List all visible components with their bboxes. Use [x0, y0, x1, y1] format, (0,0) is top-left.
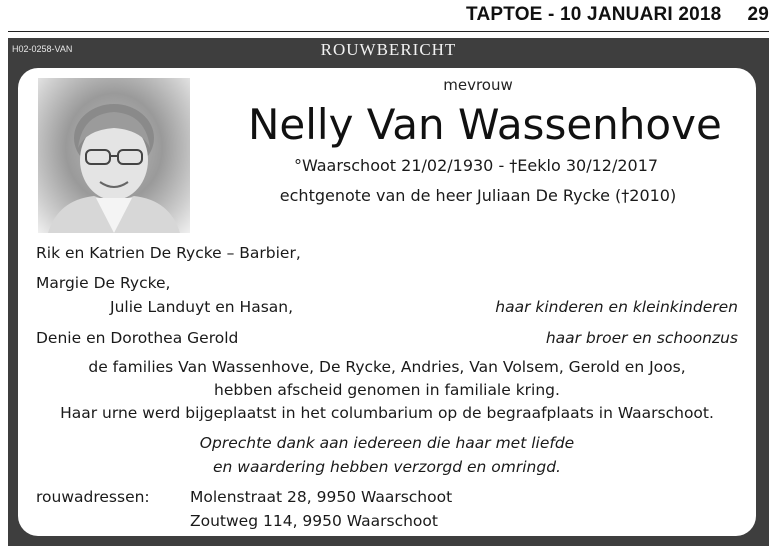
family-line-3: Julie Landuyt en Hasan,: [110, 298, 294, 316]
birth-death-dates: °Waarschoot 21/02/1930 - †Eeklo 30/12/2017: [293, 156, 659, 175]
address-1: Molenstraat 28, 9950 Waarschoot: [190, 488, 453, 506]
address-2: Zoutweg 114, 9950 Waarschoot: [190, 512, 438, 530]
notice-section-title: ROUWBERICHT: [320, 40, 457, 59]
obituary-card: [18, 68, 756, 536]
thanks-line-2: en waardering hebben verzorgd en omringd.: [213, 458, 561, 476]
family-role-children: haar kinderen en kleinkinderen: [495, 298, 738, 316]
family-role-siblings: haar broer en schoonzus: [545, 329, 738, 347]
newspaper-header: [466, 4, 769, 26]
family-line-4: Denie en Dorothea Gerold: [36, 329, 239, 347]
urn-line: Haar urne werd bijgeplaatst in het columbarium op de begraafplaats in Waarschoot.: [60, 404, 714, 422]
notice-reference: H02-0258-VAN: [12, 44, 73, 54]
newspaper-date: TAPTOE - 10 JANUARI 2018: [466, 4, 722, 25]
header-rule: [8, 31, 769, 32]
spouse-line: echtgenote van de heer Juliaan De Rycke (†2010): [279, 186, 677, 205]
farewell-line: hebben afscheid genomen in familiale kring.: [214, 381, 560, 399]
deceased-name: Nelly Van Wassenhove: [248, 100, 722, 149]
salutation: mevrouw: [443, 76, 513, 94]
family-line-2: Margie De Rycke,: [36, 274, 171, 292]
portrait-photo: [38, 78, 190, 233]
family-line-1: Rik en Katrien De Rycke – Barbier,: [36, 244, 301, 262]
thanks-line-1: Oprechte dank aan iedereen die haar met liefde: [199, 434, 575, 452]
page-number: 29: [747, 4, 769, 25]
addresses-label: rouwadressen:: [36, 488, 150, 506]
families-line: de families Van Wassenhove, De Rycke, Andries, Van Volsem, Gerold en Joos,: [88, 358, 686, 376]
